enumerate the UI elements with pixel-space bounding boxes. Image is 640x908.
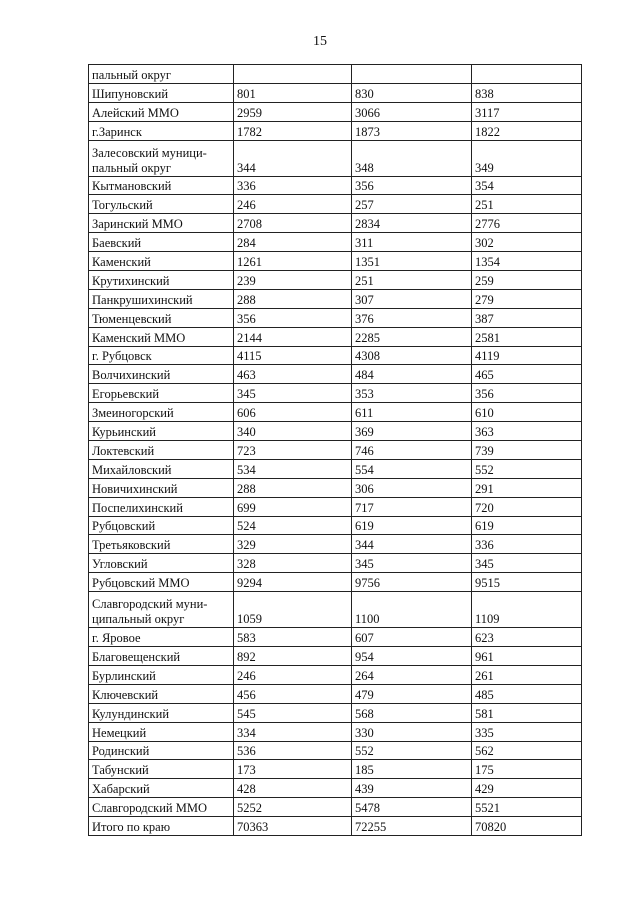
value-cell-col2: 479 [352, 684, 472, 703]
value-cell-col1: 2708 [234, 214, 352, 233]
district-name-cell [89, 592, 234, 628]
value-cell-col3: 619 [472, 516, 582, 535]
table-row [89, 478, 582, 497]
district-name-line: г. Рубцовск [92, 349, 152, 364]
value-cell-col3: 259 [472, 271, 582, 290]
district-name-cell [89, 441, 234, 460]
value-cell-col1: 9294 [234, 573, 352, 592]
table-row [89, 684, 582, 703]
district-name-cell [89, 703, 234, 722]
value-cell-col3: 610 [472, 403, 582, 422]
table-row [89, 554, 582, 573]
district-name-line: Ключевский [92, 687, 159, 702]
value-cell-col1: 801 [234, 83, 352, 102]
table-row [89, 722, 582, 741]
value-cell-col3: 1109 [472, 592, 582, 628]
value-cell-col3: 336 [472, 535, 582, 554]
value-cell-col2: 345 [352, 554, 472, 573]
value-cell-col1 [234, 65, 352, 84]
value-cell-col2: 307 [352, 289, 472, 308]
value-cell-col1: 246 [234, 195, 352, 214]
value-cell-col1: 892 [234, 647, 352, 666]
value-cell-col3: 465 [472, 365, 582, 384]
table-row [89, 327, 582, 346]
value-cell-col2: 5478 [352, 798, 472, 817]
value-cell-col3: 363 [472, 422, 582, 441]
table-row [89, 779, 582, 798]
value-cell-col1: 336 [234, 176, 352, 195]
value-cell-col3: 961 [472, 647, 582, 666]
district-name-cell [89, 817, 234, 836]
value-cell-col1: 463 [234, 365, 352, 384]
district-name-cell [89, 459, 234, 478]
district-name-cell [89, 65, 234, 84]
table-row [89, 384, 582, 403]
value-cell-col2: 1873 [352, 121, 472, 140]
district-name-line: Заринский ММО [92, 217, 183, 232]
value-cell-col2 [352, 65, 472, 84]
district-name-cell [89, 83, 234, 102]
district-name-cell [89, 573, 234, 592]
value-cell-col3: 1822 [472, 121, 582, 140]
district-name-line: Табунский [92, 763, 149, 778]
district-name-cell [89, 121, 234, 140]
district-name-line: Кулундинский [92, 706, 170, 721]
value-cell-col2: 311 [352, 233, 472, 252]
table-row [89, 195, 582, 214]
district-name-line: ципальный округ [92, 612, 185, 627]
table-row [89, 271, 582, 290]
district-name-cell [89, 102, 234, 121]
district-name-line: Немецкий [92, 725, 147, 740]
value-cell-col1: 340 [234, 422, 352, 441]
table-row [89, 497, 582, 516]
district-name-line: Крутихинский [92, 273, 170, 288]
district-name-line: Новичихинский [92, 481, 178, 496]
table-row [89, 535, 582, 554]
value-cell-col2: 348 [352, 140, 472, 176]
value-cell-col2: 1351 [352, 252, 472, 271]
value-cell-col2: 552 [352, 741, 472, 760]
value-cell-col2: 306 [352, 478, 472, 497]
value-cell-col1: 288 [234, 478, 352, 497]
value-cell-col2: 4308 [352, 346, 472, 365]
table-row [89, 121, 582, 140]
value-cell-col1: 239 [234, 271, 352, 290]
table-row [89, 592, 582, 628]
value-cell-col3: 3117 [472, 102, 582, 121]
value-cell-col3: 2776 [472, 214, 582, 233]
table-row [89, 459, 582, 478]
value-cell-col3: 387 [472, 308, 582, 327]
table-row [89, 516, 582, 535]
table-row [89, 65, 582, 84]
value-cell-col2: 185 [352, 760, 472, 779]
value-cell-col3: 354 [472, 176, 582, 195]
table-row [89, 760, 582, 779]
value-cell-col1: 334 [234, 722, 352, 741]
value-cell-col2: 954 [352, 647, 472, 666]
value-cell-col3: 623 [472, 628, 582, 647]
value-cell-col1: 2959 [234, 102, 352, 121]
value-cell-col3: 251 [472, 195, 582, 214]
value-cell-col2: 257 [352, 195, 472, 214]
district-name-line: пальный округ [92, 160, 171, 175]
value-cell-col1: 4115 [234, 346, 352, 365]
district-name-line: Егорьевский [92, 387, 160, 402]
statistics-table [88, 64, 582, 836]
value-cell-col1: 5252 [234, 798, 352, 817]
value-cell-col3: 552 [472, 459, 582, 478]
value-cell-col2: 611 [352, 403, 472, 422]
value-cell-col2: 830 [352, 83, 472, 102]
district-name-cell [89, 195, 234, 214]
value-cell-col2: 439 [352, 779, 472, 798]
value-cell-col1: 606 [234, 403, 352, 422]
value-cell-col1: 456 [234, 684, 352, 703]
value-cell-col3: 261 [472, 665, 582, 684]
value-cell-col2: 376 [352, 308, 472, 327]
district-name-cell [89, 798, 234, 817]
district-name-line: Змеиногорский [92, 406, 174, 421]
value-cell-col1: 288 [234, 289, 352, 308]
value-cell-col2: 353 [352, 384, 472, 403]
district-name-line: Итого по краю [92, 819, 171, 834]
value-cell-col2: 344 [352, 535, 472, 554]
district-name-cell [89, 722, 234, 741]
district-name-cell [89, 684, 234, 703]
value-cell-col1: 699 [234, 497, 352, 516]
district-name-line: г. Яровое [92, 631, 141, 646]
value-cell-col3: 70820 [472, 817, 582, 836]
district-name-cell [89, 741, 234, 760]
value-cell-col2: 356 [352, 176, 472, 195]
value-cell-col1: 246 [234, 665, 352, 684]
district-name-line: Бурлинский [92, 668, 156, 683]
value-cell-col3: 302 [472, 233, 582, 252]
value-cell-col1: 545 [234, 703, 352, 722]
district-name-line: Баевский [92, 236, 142, 251]
table-row [89, 798, 582, 817]
value-cell-col3: 2581 [472, 327, 582, 346]
value-cell-col1: 524 [234, 516, 352, 535]
table-row [89, 647, 582, 666]
table-row [89, 214, 582, 233]
table-row [89, 83, 582, 102]
value-cell-col2: 568 [352, 703, 472, 722]
district-name-cell [89, 516, 234, 535]
value-cell-col1: 583 [234, 628, 352, 647]
district-name-line: Рубцовский ММО [92, 576, 190, 591]
district-name-cell [89, 140, 234, 176]
district-name-cell [89, 384, 234, 403]
value-cell-col1: 1059 [234, 592, 352, 628]
district-name-line: Хабарский [92, 782, 150, 797]
value-cell-col1: 173 [234, 760, 352, 779]
value-cell-col3: 291 [472, 478, 582, 497]
value-cell-col2: 484 [352, 365, 472, 384]
district-name-line: Славгородский ММО [92, 801, 207, 816]
value-cell-col2: 554 [352, 459, 472, 478]
value-cell-col2: 3066 [352, 102, 472, 121]
district-name-cell [89, 365, 234, 384]
district-name-line: Каменский [92, 255, 151, 270]
district-name-line: Локтевский [92, 443, 155, 458]
district-name-cell [89, 176, 234, 195]
district-name-line: Тюменцевский [92, 311, 172, 326]
value-cell-col1: 356 [234, 308, 352, 327]
value-cell-col3: 335 [472, 722, 582, 741]
district-name-cell [89, 289, 234, 308]
value-cell-col1: 1261 [234, 252, 352, 271]
table-body [89, 65, 582, 836]
table-row [89, 289, 582, 308]
district-name-line: Волчихинский [92, 368, 171, 383]
value-cell-col3: 581 [472, 703, 582, 722]
value-cell-col3: 356 [472, 384, 582, 403]
table-row [89, 233, 582, 252]
district-name-line: г.Заринск [92, 124, 142, 139]
value-cell-col3: 838 [472, 83, 582, 102]
district-name-line: Алейский ММО [92, 105, 179, 120]
value-cell-col3: 562 [472, 741, 582, 760]
value-cell-col2: 369 [352, 422, 472, 441]
district-name-line: Славгородский муни- [92, 597, 208, 612]
value-cell-col3: 345 [472, 554, 582, 573]
value-cell-col3: 739 [472, 441, 582, 460]
district-name-cell [89, 403, 234, 422]
district-name-cell [89, 233, 234, 252]
district-name-cell [89, 665, 234, 684]
value-cell-col3: 349 [472, 140, 582, 176]
district-name-line: Рубцовский [92, 519, 156, 534]
table-row [89, 422, 582, 441]
district-name-cell [89, 497, 234, 516]
district-name-line: Благовещенский [92, 649, 181, 664]
value-cell-col1: 345 [234, 384, 352, 403]
table-row [89, 441, 582, 460]
value-cell-col2: 72255 [352, 817, 472, 836]
district-name-line: Тогульский [92, 198, 153, 213]
value-cell-col2: 619 [352, 516, 472, 535]
value-cell-col1: 536 [234, 741, 352, 760]
value-cell-col2: 717 [352, 497, 472, 516]
value-cell-col3: 720 [472, 497, 582, 516]
district-name-cell [89, 271, 234, 290]
district-name-line: пальный округ [92, 67, 171, 82]
value-cell-col2: 2285 [352, 327, 472, 346]
table-row [89, 140, 582, 176]
value-cell-col2: 251 [352, 271, 472, 290]
value-cell-col1: 428 [234, 779, 352, 798]
district-name-cell [89, 554, 234, 573]
value-cell-col3: 485 [472, 684, 582, 703]
district-name-cell [89, 779, 234, 798]
district-name-cell [89, 346, 234, 365]
table-row [89, 741, 582, 760]
value-cell-col1: 284 [234, 233, 352, 252]
table-row [89, 628, 582, 647]
table-row [89, 365, 582, 384]
value-cell-col1: 534 [234, 459, 352, 478]
table-row [89, 308, 582, 327]
value-cell-col3: 5521 [472, 798, 582, 817]
page-number: 15 [313, 34, 327, 49]
district-name-cell [89, 478, 234, 497]
value-cell-col2: 330 [352, 722, 472, 741]
district-name-line: Залесовский муници- [92, 145, 207, 160]
district-name-line: Шипуновский [92, 86, 169, 101]
district-name-line: Михайловский [92, 462, 172, 477]
district-name-cell [89, 327, 234, 346]
value-cell-col3: 279 [472, 289, 582, 308]
value-cell-col3: 429 [472, 779, 582, 798]
table-row [89, 252, 582, 271]
table-row [89, 573, 582, 592]
table-row [89, 403, 582, 422]
value-cell-col3: 9515 [472, 573, 582, 592]
value-cell-col3: 1354 [472, 252, 582, 271]
value-cell-col2: 607 [352, 628, 472, 647]
district-name-cell [89, 760, 234, 779]
district-name-line: Каменский ММО [92, 330, 186, 345]
district-name-cell [89, 535, 234, 554]
value-cell-col1: 70363 [234, 817, 352, 836]
value-cell-col1: 723 [234, 441, 352, 460]
district-name-cell [89, 252, 234, 271]
value-cell-col1: 344 [234, 140, 352, 176]
value-cell-col1: 328 [234, 554, 352, 573]
value-cell-col3: 175 [472, 760, 582, 779]
value-cell-col1: 329 [234, 535, 352, 554]
table-row [89, 665, 582, 684]
value-cell-col1: 1782 [234, 121, 352, 140]
table-row [89, 102, 582, 121]
district-name-cell [89, 422, 234, 441]
district-name-line: Угловский [92, 557, 148, 572]
district-name-cell [89, 647, 234, 666]
table-row [89, 176, 582, 195]
district-name-line: Курьинский [92, 425, 156, 440]
table-row [89, 817, 582, 836]
district-name-cell [89, 214, 234, 233]
district-name-line: Родинский [92, 744, 150, 759]
district-name-cell [89, 308, 234, 327]
value-cell-col3 [472, 65, 582, 84]
district-name-line: Панкрушихинский [92, 292, 193, 307]
value-cell-col2: 746 [352, 441, 472, 460]
table-row [89, 346, 582, 365]
value-cell-col1: 2144 [234, 327, 352, 346]
value-cell-col2: 1100 [352, 592, 472, 628]
value-cell-col2: 2834 [352, 214, 472, 233]
district-name-line: Кытмановский [92, 179, 172, 194]
value-cell-col2: 9756 [352, 573, 472, 592]
district-name-cell [89, 628, 234, 647]
table-row [89, 703, 582, 722]
district-name-line: Поспелихинский [92, 500, 183, 515]
value-cell-col2: 264 [352, 665, 472, 684]
value-cell-col3: 4119 [472, 346, 582, 365]
district-name-line: Третьяковский [92, 538, 171, 553]
